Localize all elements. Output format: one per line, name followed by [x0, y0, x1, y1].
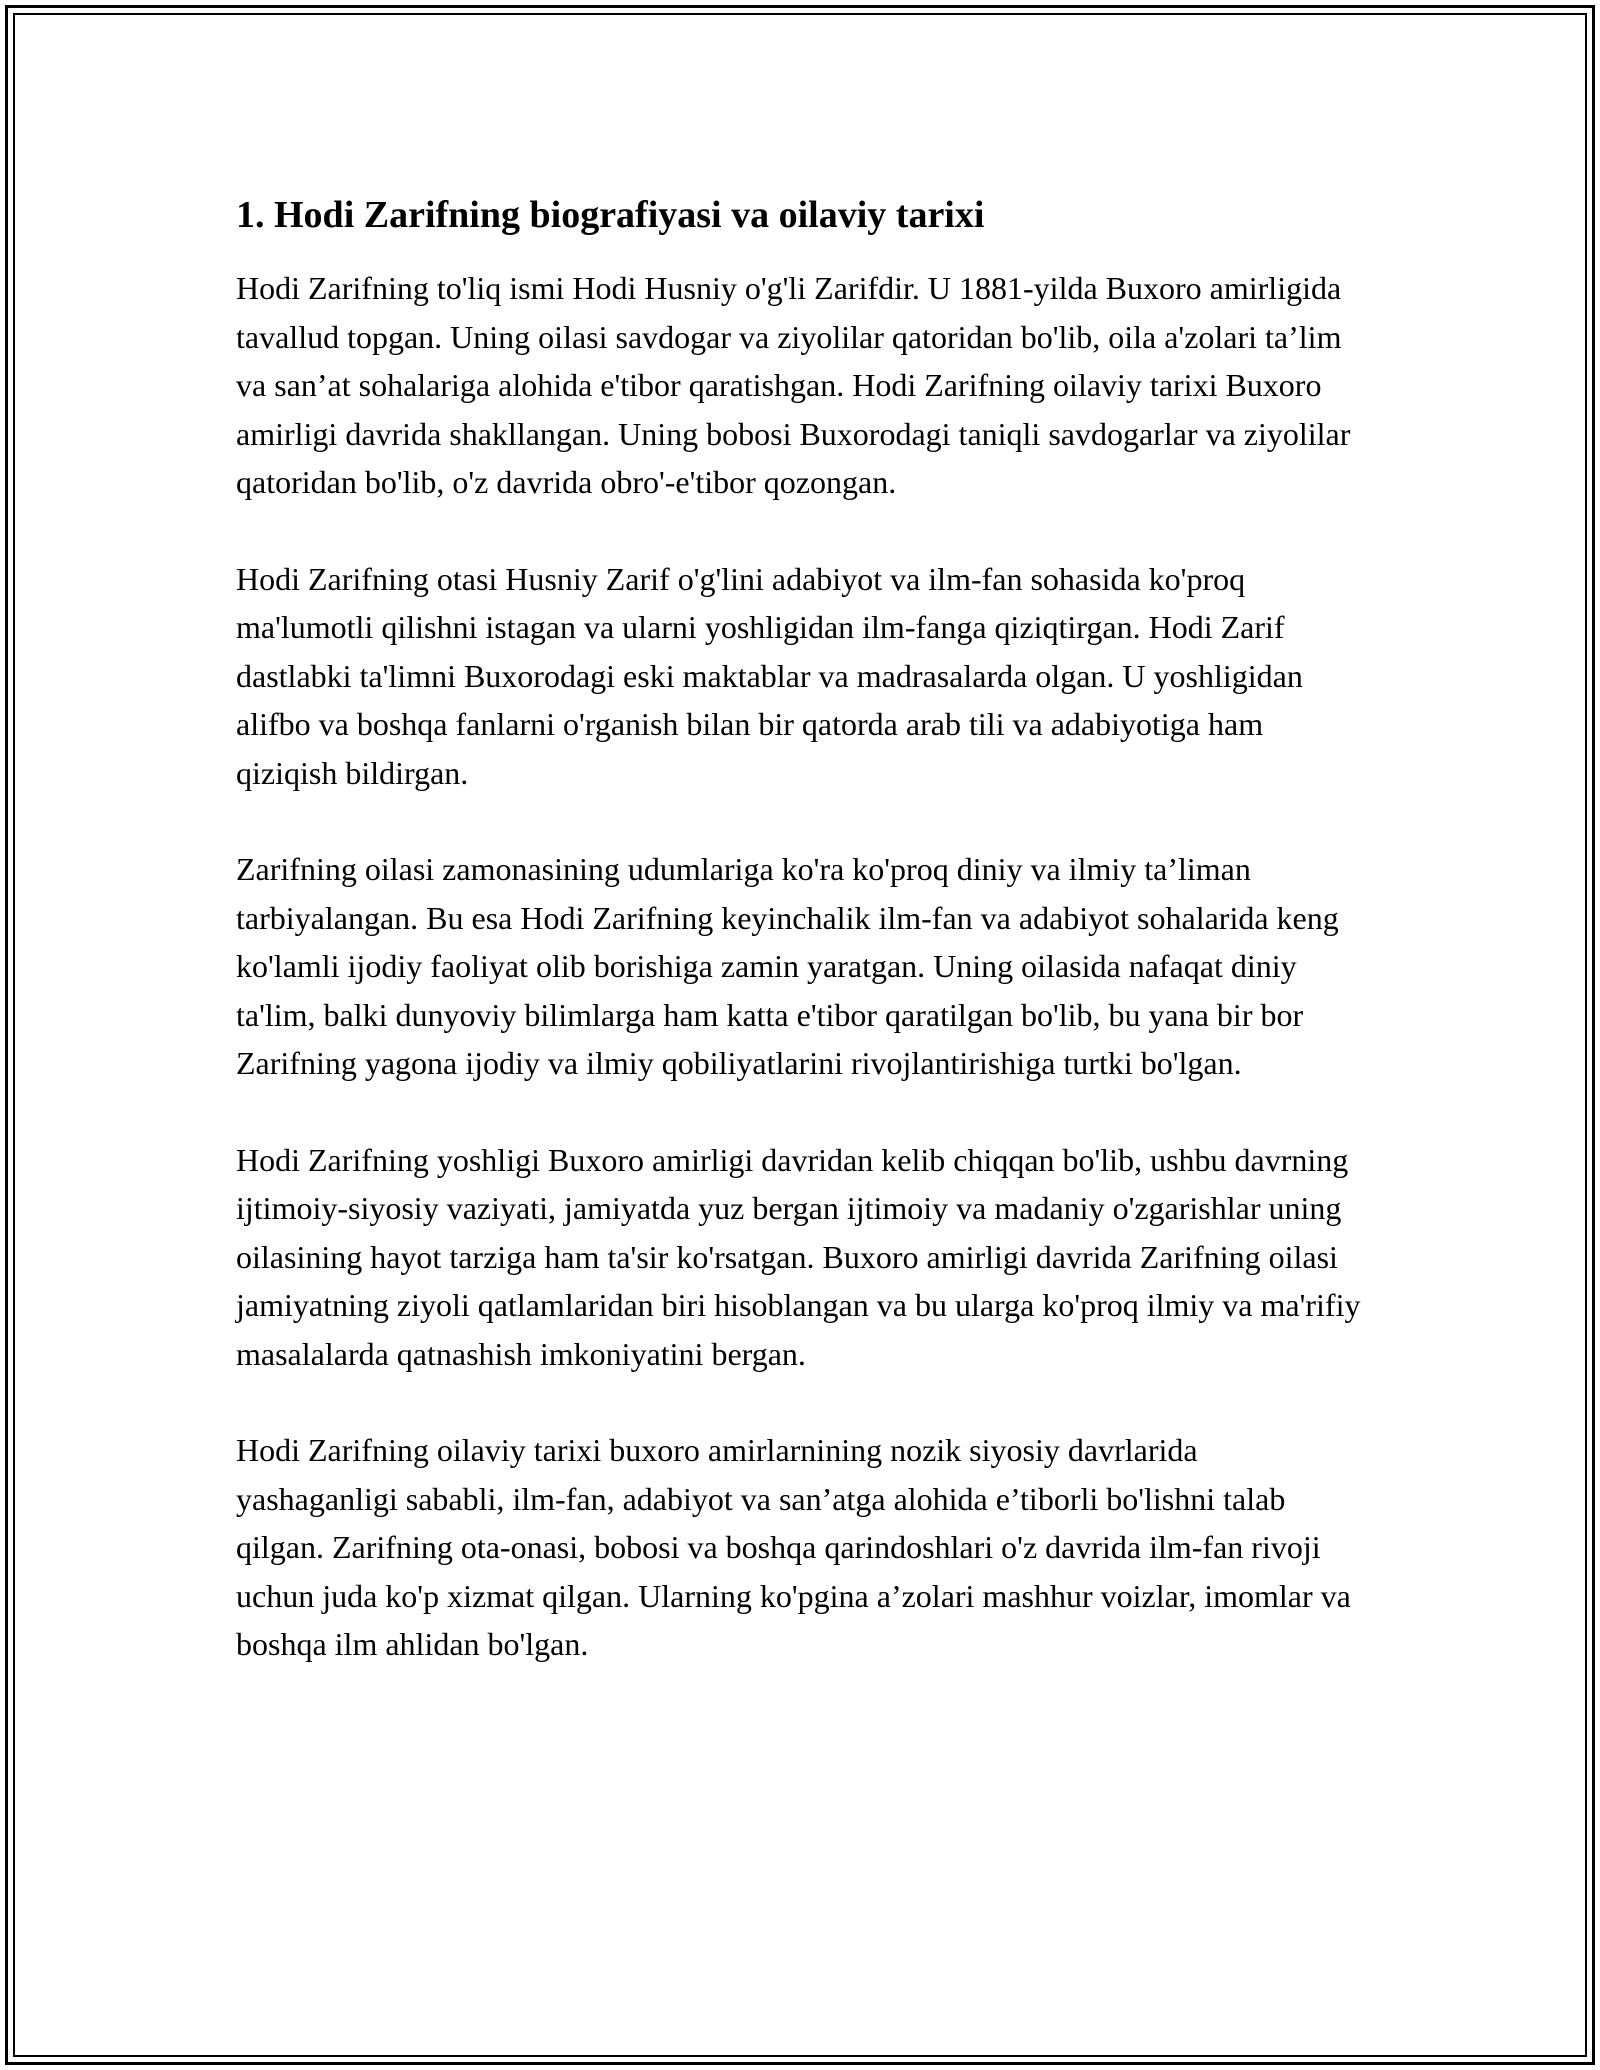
document-body [236, 188, 1366, 1717]
paragraph-2: Hodi Zarifning otasi Husniy Zarif o'g'lini adabiyot va ilm-fan sohasida ko'proq ma'lumotli qilishni istagan va ularni yoshligidan ilm-fanga qiziqtirgan. Hodi Zarif dastlabki ta'limni Buxorodagi eski maktablar va madrasalarda olgan. U yoshligidan alifbo va boshqa fanlarni o'rganish bilan bir qatorda arab tili va adabiyotiga ham qiziqish bildirgan. [236, 560, 1303, 791]
paragraph-4: Hodi Zarifning yoshligi Buxoro amirligi davridan kelib chiqqan bo'lib, ushbu davrning ijtimoiy-siyosiy vaziyati, jamiyatda yuz bergan ijtimoiy va madaniy o'zgarishlar uning oilasining hayot tarziga ham ta'sir ko'rsatgan. Buxoro amirligi davrida Zarifning oilasi jamiyatning ziyoli qatlamlaridan biri hisoblangan va bu ularga ko'proq ilmiy va ma'rifiy masalalarda qatnashish imkoniyatini bergan. [236, 1141, 1361, 1372]
paragraph-3: Zarifning oilasi zamonasining udumlariga ko'ra ko'proq diniy va ilmiy ta’liman tarbiyalangan. Bu esa Hodi Zarifning keyinchalik ilm-fan va adabiyot sohalarida keng ko'lamli ijodiy faoliyat olib borishiga zamin yaratgan. Uning oilasida nafaqat diniy ta'lim, balki dunyoviy bilimlarga ham katta e'tibor qaratilgan bo'lib, bu yana bir bor Zarifning yagona ijodiy va ilmiy qobiliyatlarini rivojlantirishiga turtki bo'lgan. [236, 851, 1339, 1081]
paragraph-5: Hodi Zarifning oilaviy tarixi buxoro amirlarnining nozik siyosiy davrlarida yashaganligi sababli, ilm-fan, adabiyot va san’atga alohida e’tiborli bo'lishni talab qilgan. Zarifning ota-onasi, bobosi va boshqa qarindoshlari o'z davrida ilm-fan rivoji uchun juda ko'p xizmat qilgan. Ularning ko'pgina a’zolari mashhur voizlar, imomlar va boshqa ilm ahlidan bo'lgan. [236, 1432, 1351, 1662]
paragraph-1: Hodi Zarifning to'liq ismi Hodi Husniy o'g'li Zarifdir. U 1881-yilda Buxoro amirligida tavallud topgan. Uning oilasi savdogar va ziyolilar qatoridan bo'lib, oila a'zolari ta’lim va san’at sohalariga alohida e'tibor qaratishgan. Hodi Zarifning oilaviy tarixi Buxoro amirligi davrida shakllangan. Uning bobosi Buxorodagi taniqli savdogarlar va ziyolilar qatoridan bo'lib, o'z davrida obro'-e'tibor qozongan. [236, 270, 1351, 500]
section-heading: 1. Hodi Zarifning biografiyasi va oilaviy tarixi [236, 194, 985, 236]
